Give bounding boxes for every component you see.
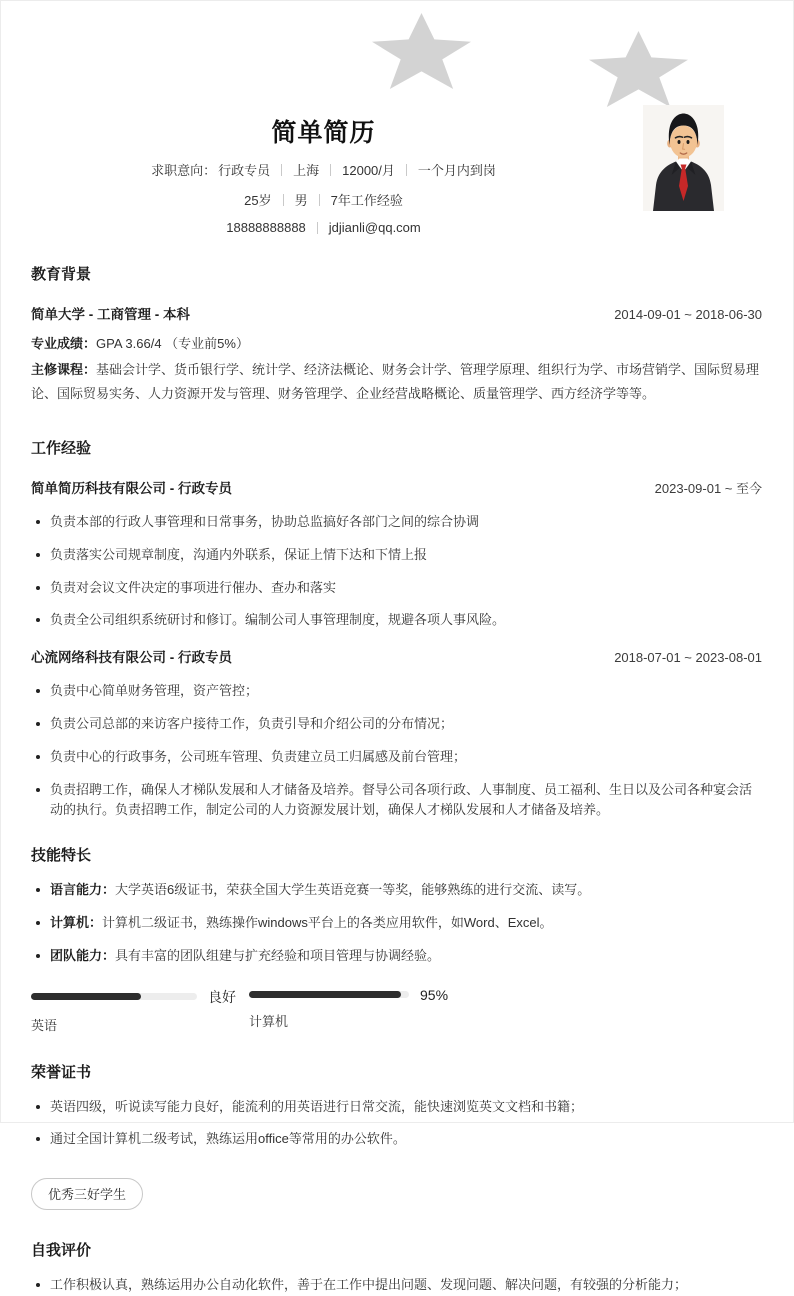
skill-text: 大学英语6级证书，荣获全国大学生英语竞赛一等奖，能够熟练的进行交流、读写。	[115, 882, 591, 898]
work-entry-head	[31, 477, 762, 497]
education-entry-date: 2014-09-01 ~ 2018-06-30	[614, 307, 762, 322]
resume-header	[1, 113, 646, 235]
list-item: 英语四级，听说读写能力良好，能流利的用英语进行日常交流，能快速浏览英文文档和书籍；	[31, 1097, 762, 1118]
education-courses-row	[31, 358, 762, 406]
progress-value-label: 良好	[208, 988, 236, 1005]
profile-row	[1, 190, 646, 209]
list-item: 通过全国计算机二级考试，熟练运用office等常用的办公软件。	[31, 1129, 762, 1150]
work-entry-bullets	[31, 681, 762, 821]
intent-label: 求职意向：	[151, 163, 217, 178]
skill-bar-name: 英语	[31, 1017, 58, 1033]
courses-value: 基础会计学、货币银行学、统计学、经济法概论、财务会计学、管理学原理、组织行为学、市场营销学、国际贸易理论、国际贸易实务、人力资源开发与管理、财务管理学、企业经营战略概论、质量管理学、西方经济学等等。	[31, 362, 760, 401]
list-item: 负责招聘工作，确保人才梯队发展和人才储备及培养。督导公司各项行政、人事制度、员工福利、生日以及公司各种宴会活动的执行。负责招聘工作，制定公司的人力资源发展计划，确保人才梯队发展和人才储备及培养。	[31, 780, 762, 822]
list-item: 负责本部的行政人事管理和日常事务，协助总监搞好各部门之间的综合协调	[31, 512, 762, 533]
skill-label: 团队能力：	[50, 947, 116, 963]
skill-text: 具有丰富的团队组建与扩充经验和项目管理与协调经验。	[115, 947, 441, 963]
divider	[281, 164, 282, 176]
work-entry-head	[31, 646, 762, 666]
list-item	[31, 880, 762, 901]
honors-bullets	[31, 1097, 762, 1151]
progress-bar-track	[31, 993, 197, 1000]
skill-bars	[31, 987, 762, 1034]
gpa-value: GPA 3.66/4 （专业前5%）	[96, 336, 249, 351]
skill-bar-computer	[249, 987, 448, 1034]
skill-bar-english	[31, 987, 249, 1034]
intent-availability: 一个月内到岗	[417, 163, 496, 178]
phone-number: 18888888888	[226, 220, 306, 235]
divider	[283, 194, 284, 206]
intent-position: 行政专员	[218, 163, 271, 178]
avatar-illustration	[643, 105, 724, 211]
list-item: 负责落实公司规章制度，沟通内外联系，保证上情下达和下情上报	[31, 545, 762, 566]
progress-bar-fill	[249, 991, 401, 998]
education-entry-head	[31, 303, 762, 323]
work-entry-title: 简单简历科技有限公司 - 行政专员	[31, 481, 232, 496]
work-entry-date: 2018-07-01 ~ 2023-08-01	[614, 650, 762, 666]
skill-label: 计算机：	[50, 914, 103, 930]
age: 25岁	[244, 193, 272, 208]
list-item	[31, 913, 762, 934]
divider	[330, 164, 331, 176]
progress-bar-track	[249, 991, 409, 998]
email-address: jdjianli@qq.com	[328, 220, 421, 235]
section-heading-skills: 技能特长	[31, 847, 92, 865]
work-entry-title: 心流网络科技有限公司 - 行政专员	[31, 650, 232, 666]
section-heading-work: 工作经验	[31, 440, 92, 457]
education-entry-title: 简单大学 - 工商管理 - 本科	[31, 307, 190, 322]
skill-label: 语言能力：	[50, 882, 116, 898]
experience-years: 7年工作经验	[330, 193, 403, 208]
star-icon-clipped	[589, 31, 688, 81]
section-heading-self-evaluation: 自我评价	[31, 1242, 92, 1260]
list-item	[31, 946, 762, 967]
section-heading-education: 教育背景	[31, 266, 92, 283]
skill-bar-name: 计算机	[249, 1013, 289, 1029]
star-icon	[372, 13, 471, 93]
job-intent-row	[1, 160, 646, 179]
contact-row	[1, 220, 646, 235]
page-title: 简单简历	[271, 119, 376, 147]
list-item: 负责全公司组织系统研讨和修订。编制公司人事管理制度，规避各项人事风险。	[31, 610, 762, 631]
list-item: 负责公司总部的来访客户接待工作，负责引导和介绍公司的分布情况；	[31, 714, 762, 735]
divider	[406, 164, 407, 176]
gender: 男	[294, 193, 308, 208]
list-item: 负责对会议文件决定的事项进行催办、查办和落实	[31, 578, 762, 599]
education-gpa-row	[31, 332, 762, 356]
progress-value-label: 95%	[420, 986, 449, 1003]
profile-photo	[643, 105, 724, 211]
divider	[319, 194, 320, 206]
intent-city: 上海	[293, 163, 320, 178]
honor-badge: 优秀三好学生	[31, 1178, 143, 1210]
list-item: 工作积极认真，熟练运用办公自动化软件，善于在工作中提出问题、发现问题、解决问题，有较强的分析能力；	[31, 1275, 762, 1296]
intent-salary: 12000/月	[342, 163, 395, 178]
self-evaluation-bullets	[31, 1275, 762, 1296]
work-entry-bullets	[31, 512, 762, 631]
gpa-label: 专业成绩：	[31, 336, 97, 351]
skill-text: 计算机二级证书，熟练操作windows平台上的各类应用软件，如Word、Excel。	[102, 914, 553, 930]
skills-bullets	[31, 880, 762, 966]
courses-label: 主修课程：	[31, 362, 97, 377]
divider	[317, 222, 318, 234]
list-item: 负责中心简单财务管理，资产管控；	[31, 681, 762, 702]
work-entry-date: 2023-09-01 ~ 至今	[654, 481, 762, 496]
list-item: 负责中心的行政事务，公司班车管理、负责建立员工归属感及前台管理；	[31, 747, 762, 768]
progress-bar-fill	[31, 993, 141, 1000]
section-heading-honors: 荣誉证书	[31, 1063, 92, 1081]
